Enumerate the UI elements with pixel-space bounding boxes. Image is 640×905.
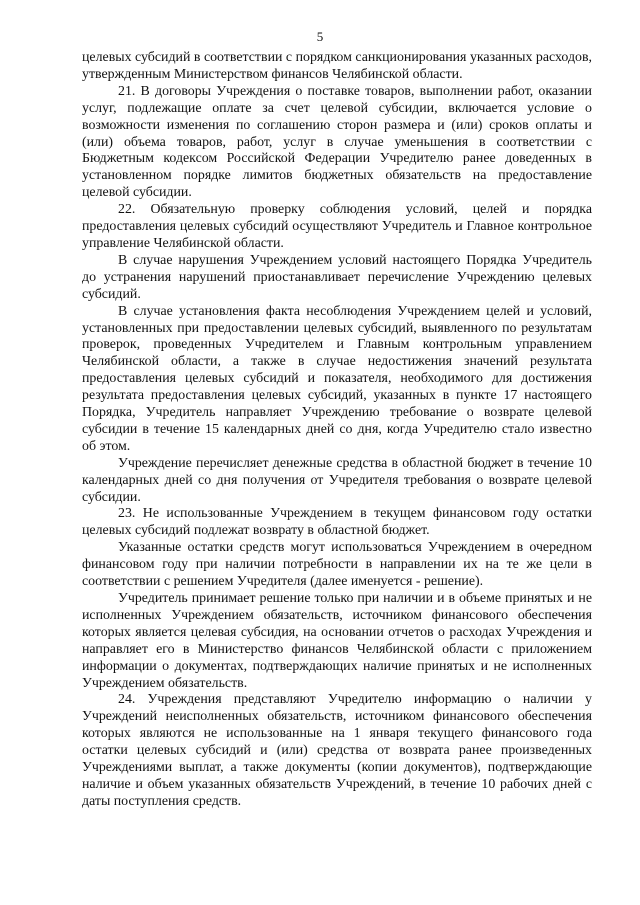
paragraph-violation-suspension: В случае нарушения Учреждением условий настоящего Порядка Учредитель до устранения нарушений приостанавливает перечисление Учреждению целевых субсидий. <box>82 252 592 302</box>
paragraph-clause-24: 24. Учреждения представляют Учредителю информацию о наличии у Учреждений неисполненных обязательств, источником финансового обеспечения которых являются не использованные на 1 января текущего финансового года остатки целевых субсидий и (или) средства от возврата ранее произведенных Учреждениями выплат, а также документы (копии документов), подтверждающие наличие и объем указанных обязательств Учреждений, в течение 10 рабочих дней с даты поступления средств. <box>82 692 592 809</box>
paragraph-noncompliance-return: В случае установления факта несоблюдения Учреждением целей и условий, установленных при предоставлении целевых субсидий, выявленного по результатам проверок, проведенных Учредителем и Главным контрольным управлением Челябинской области, а также в случае недостижения значений результата предоставления целевых субсидий и показателя, необходимого для достижения результата предоставления целевых субсидий, указанных в пункте 17 настоящего Порядка, Учредитель направляет Учреждению требование о возврате целевой субсидии в течение 15 календарных дней со дня, когда Учредителю стало известно об этом. <box>82 303 592 454</box>
paragraph-founder-decision: Учредитель принимает решение только при наличии и в объеме принятых и не исполненных Учреждением обязательств, источником финансового обеспечения которых является целевая субсидия, на основании отчетов о расходах Учреждения и направляет его в Министерство финансов Челябинской области с приложением информации о документах, подтверждающих наличие принятых и не исполненных Учреждением обязательств. <box>82 591 592 691</box>
paragraph-remaining-funds-use: Указанные остатки средств могут использоваться Учреждением в очередном финансовом году при наличии потребности в направлении их на те же цели в соответствии с решением Учредителя (далее именуется - решение). <box>82 540 592 590</box>
document-body <box>82 50 592 811</box>
paragraph-clause-23: 23. Не использованные Учреждением в текущем финансовом году остатки целевых субсидий подлежат возврату в областной бюджет. <box>82 506 592 539</box>
page-number: 5 <box>316 29 324 44</box>
paragraph-continuation: целевых субсидий в соответствии с порядком санкционирования указанных расходов, утвержденным Министерством финансов Челябинской области. <box>82 50 592 82</box>
paragraph-refund-deadline: Учреждение перечисляет денежные средства в областной бюджет в течение 10 календарных дней со дня получения от Учредителя требования о возврате целевой субсидии. <box>82 455 592 505</box>
paragraph-clause-21: 21. В договоры Учреждения о поставке товаров, выполнении работ, оказании услуг, подлежащие оплате за счет целевой субсидии, включается условие о возможности изменения по соглашению сторон размера и (или) сроков оплаты и (или) объема товаров, работ, услуг в случае уменьшения в соответствии с Бюджетным кодексом Российской Федерации Учредителю ранее доведенных в установленном порядке лимитов бюджетных обязательств на предоставление целевой субсидии. <box>82 83 592 201</box>
paragraph-clause-22: 22. Обязательную проверку соблюдения условий, целей и порядка предоставления целевых субсидий осуществляют Учредитель и Главное контрольное управление Челябинской области. <box>82 202 592 251</box>
